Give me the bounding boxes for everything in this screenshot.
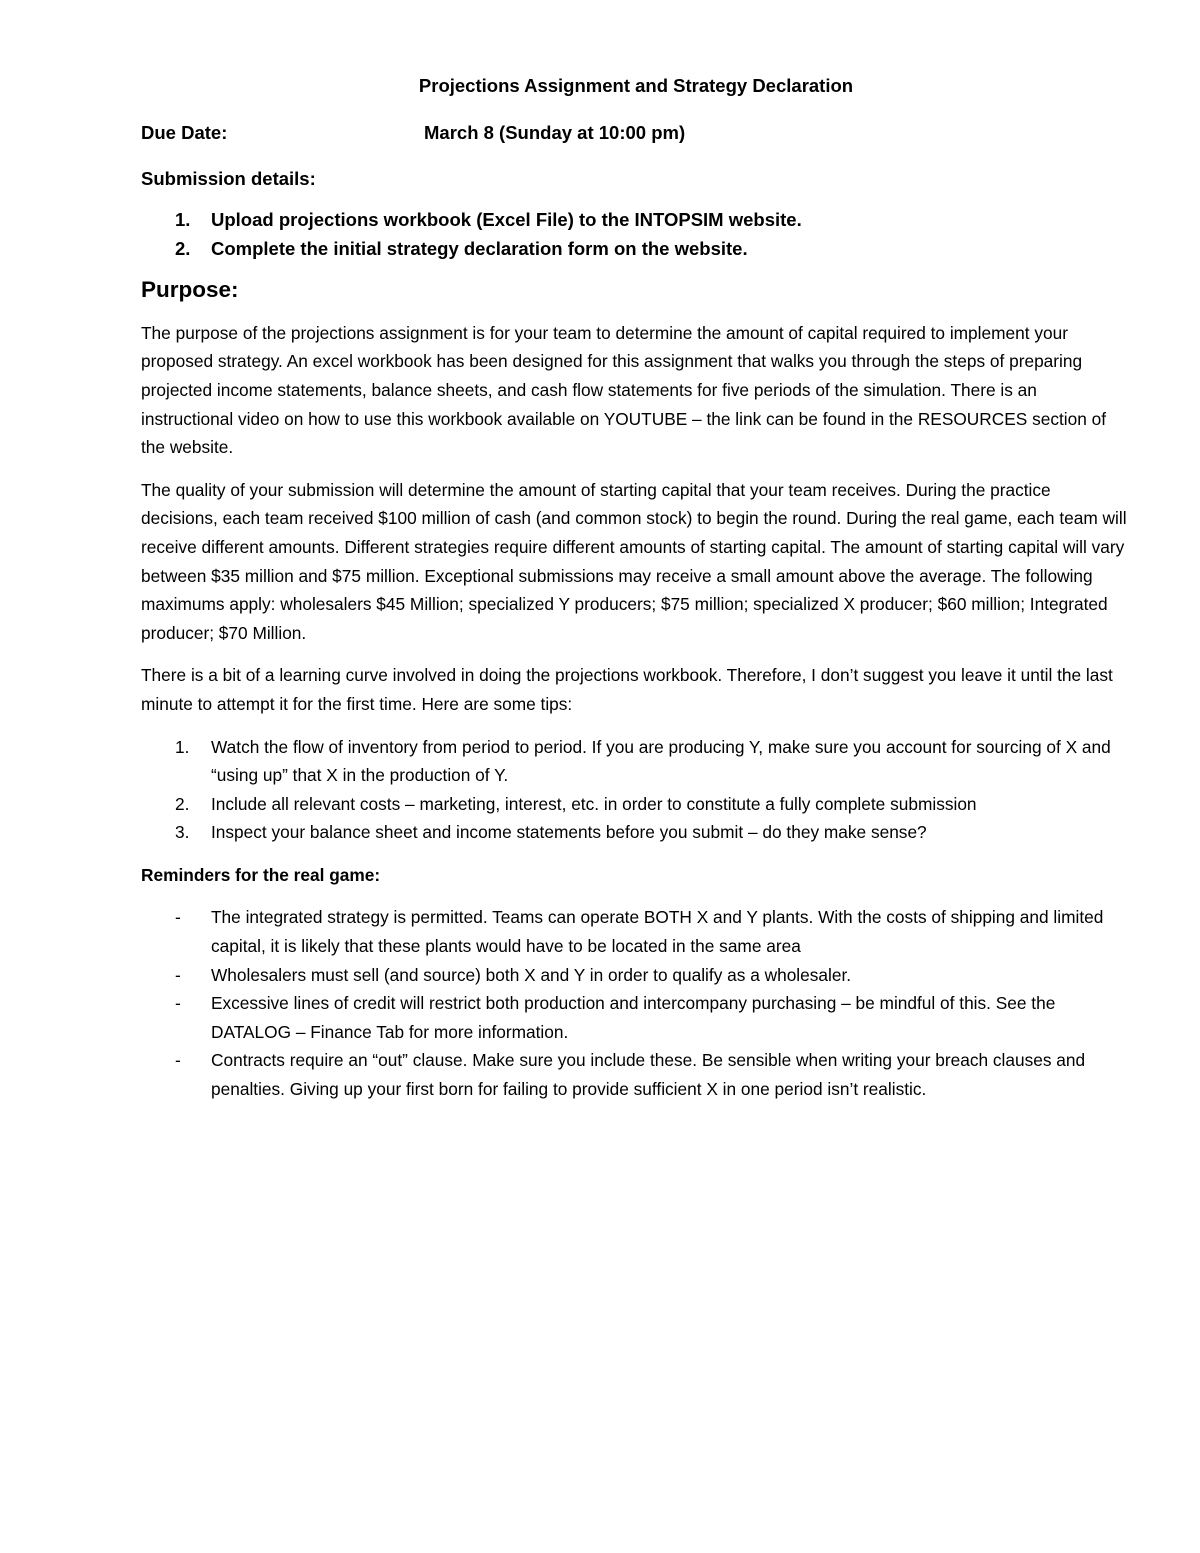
list-item [141,903,1131,960]
submission-details-list [141,205,1131,263]
list-item-number: 2. [175,237,191,259]
bullet-dash: - [175,1050,181,1071]
submission-details-heading: Submission details: [141,168,316,190]
list-item [141,961,1131,990]
document-title: Projections Assignment and Strategy Declaration [418,75,854,96]
list-item-text: Upload projections workbook (Excel File) to the INTOPSIM website. [211,208,802,230]
due-date-label: Due Date: [141,121,228,143]
list-item-number: 3. [175,822,190,843]
list-item [141,1046,1131,1103]
due-date-value: March 8 (Sunday at 10:00 pm) [424,121,686,143]
list-item-number: 2. [175,793,190,814]
document-content [141,72,1131,1104]
tips-list [141,733,1131,847]
list-item-text: Excessive lines of credit will restrict both production and intercompany purchasing – be mindful of this. See the DATALOG – Finance Tab for more information. [211,993,1056,1042]
purpose-heading: Purpose: [141,276,239,302]
reminders-list [141,903,1131,1103]
list-item-text: Wholesalers must sell (and source) both X and Y in order to qualify as a wholesaler. [211,964,852,985]
list-item [141,989,1131,1046]
list-item-text: The integrated strategy is permitted. Teams can operate BOTH X and Y plants. With the costs of shipping and limited capital, it is likely that these plants would have to be located in the same area [211,907,1104,957]
list-item-text: Complete the initial strategy declaration form on the website. [211,237,748,259]
list-item [141,234,1131,263]
list-item [141,733,1131,790]
bullet-dash: - [175,907,181,928]
list-item-text: Include all relevant costs – marketing, interest, etc. in order to constitute a fully complete submission [211,793,977,814]
list-item-text: Inspect your balance sheet and income statements before you submit – do they make sense? [211,822,927,843]
bullet-dash: - [175,993,181,1014]
due-date-row [141,119,1131,148]
paragraph: There is a bit of a learning curve involved in doing the projections workbook. Therefore, I don’t suggest you leave it until the last minute to attempt it for the first time. Here are some tips: [141,665,1113,714]
list-item-number: 1. [175,736,190,757]
paragraph: The purpose of the projections assignment is for your team to determine the amount of capital required to implement your proposed strategy. An excel workbook has been designed for this assignment that walks you through the steps of preparing projected income statements, balance sheets, and cash flow statements for five periods of the simulation. There is an instructional video on how to use this workbook available on YOUTUBE – the link can be found in the RESOURCES section of the website. [141,322,1107,458]
list-item-number: 1. [175,208,191,230]
list-item-text: Contracts require an “out” clause. Make sure you include these. Be sensible when writing your breach clauses and penalties. Giving up your first born for failing to provide sufficient X in one period isn’t realistic. [211,1050,1086,1100]
bullet-dash: - [175,964,181,985]
list-item [141,818,1131,847]
paragraph: The quality of your submission will determine the amount of starting capital that your team receives. During the practice decisions, each team received $100 million of cash (and common stock) to begin the round. During the real game, each team will receive different amounts. Different strategies require different amounts of starting capital. The amount of starting capital will vary between $35 million and $75 million. Exceptional submissions may receive a small amount above the average. The following maximums apply: wholesalers $45 Million; specialized Y producers; $75 million; specialized X producer; $60 million; Integrated producer; $70 Million. [141,479,1127,643]
list-item [141,790,1131,819]
reminders-heading: Reminders for the real game: [141,864,381,885]
list-item [141,205,1131,234]
list-item-text: Watch the flow of inventory from period to period. If you are producing Y, make sure you account for sourcing of X and “using up” that X in the production of Y. [211,736,1111,786]
